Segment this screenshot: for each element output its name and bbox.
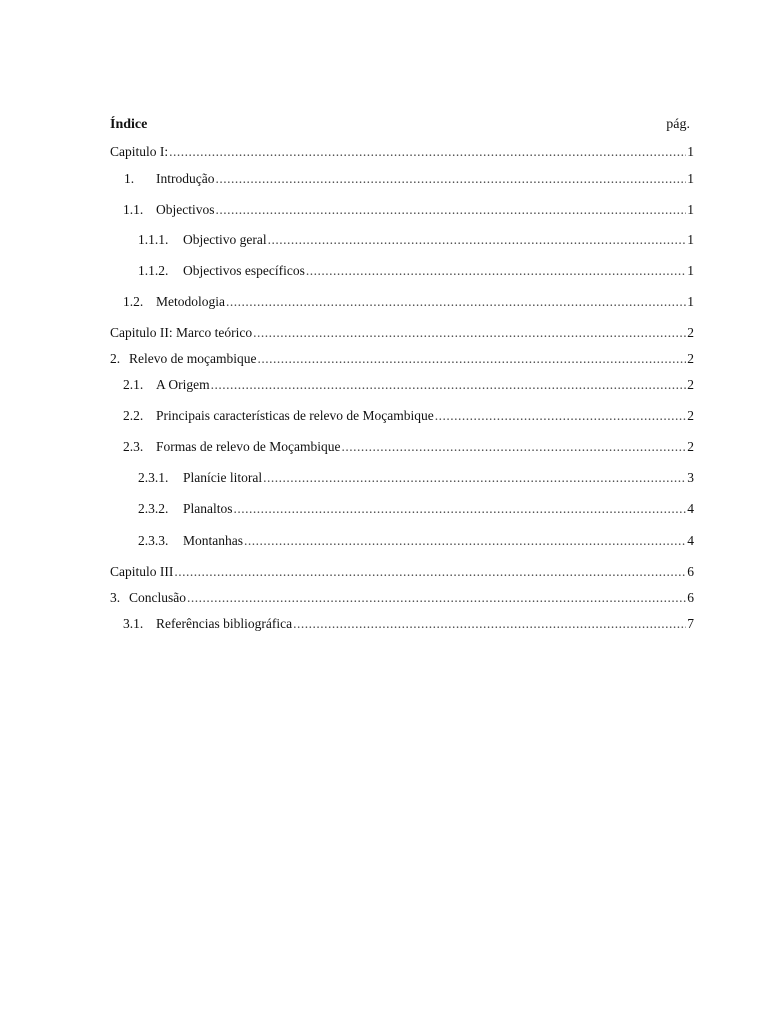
toc-entry-label: Introdução	[156, 171, 215, 186]
toc-entry-page: 6	[687, 564, 694, 579]
toc-entry-capitulo-2	[110, 324, 694, 342]
toc-entry-planaltos	[110, 500, 694, 518]
toc-entry-relevo	[110, 350, 694, 368]
toc-entry-capitulo-3	[110, 563, 694, 581]
toc-entry-number: 2.2.	[123, 408, 144, 423]
dot-leader	[244, 532, 686, 550]
toc-entry-page: 2	[687, 439, 694, 454]
toc-entry-introducao	[110, 170, 694, 188]
toc-entry-label: Referências bibliográfica	[156, 616, 293, 631]
toc-entry-origem	[110, 376, 694, 394]
toc-entry-formas-relevo	[110, 438, 694, 456]
toc-entry-page: 2	[687, 351, 694, 366]
toc-entry-page: 1	[687, 144, 694, 159]
toc-entry-number: 2.3.1.	[138, 470, 169, 485]
toc-header	[110, 117, 694, 137]
dot-leader	[226, 293, 686, 311]
dot-leader	[234, 500, 687, 518]
toc-entry-page: 4	[687, 501, 694, 516]
toc-entry-number: 1.1.	[123, 202, 144, 217]
toc-entry-number: 1.	[124, 171, 135, 186]
toc-entry-label: Planície litoral	[183, 470, 263, 485]
toc-entry-page: 1	[687, 294, 694, 309]
dot-leader	[187, 589, 686, 607]
toc-entry-page: 6	[687, 590, 694, 605]
toc-entry-label: Montanhas	[183, 533, 243, 548]
dot-leader	[211, 376, 687, 394]
toc-entry-number: 3.1.	[123, 616, 144, 631]
dot-leader	[435, 407, 686, 425]
dot-leader	[215, 170, 686, 188]
toc-entry-page: 1	[687, 232, 694, 247]
toc-entry-label: Conclusão	[129, 590, 186, 605]
toc-entry-label: Metodologia	[156, 294, 225, 309]
toc-entry-label: A Origem	[156, 377, 210, 392]
toc-entry-label: Capitulo II: Marco teórico	[110, 325, 253, 340]
toc-entry-conclusao	[110, 589, 694, 607]
toc-entry-planicie	[110, 469, 694, 487]
toc-entry-metodologia	[110, 293, 694, 311]
toc-entry-label: Formas de relevo de Moçambique	[156, 439, 341, 454]
toc-entry-number: 1.2.	[123, 294, 144, 309]
dot-leader	[257, 350, 686, 368]
toc-entry-number: 3.	[110, 590, 121, 605]
toc-entry-referencias	[110, 615, 694, 633]
toc-entry-label: Principais características de relevo de Moçambique	[156, 408, 434, 423]
toc-entry-page: 4	[687, 533, 694, 548]
toc-entry-objectivo-geral	[110, 231, 694, 249]
dot-leader	[306, 262, 686, 280]
toc-entry-number: 2.	[110, 351, 121, 366]
dot-leader	[268, 231, 687, 249]
toc-entry-label: Relevo de moçambique	[129, 351, 257, 366]
toc-entry-objectivos	[110, 201, 694, 219]
toc-title: Índice	[110, 117, 148, 132]
toc-entry-label: Capitulo III	[110, 564, 174, 579]
toc-entry-page: 3	[687, 470, 694, 485]
toc-entry-number: 2.1.	[123, 377, 144, 392]
dot-leader	[216, 201, 687, 219]
toc-entry-page: 2	[687, 408, 694, 423]
toc-entry-label: Objectivos	[156, 202, 215, 217]
dot-leader	[263, 469, 686, 487]
toc-entry-label: Planaltos	[183, 501, 233, 516]
dot-leader	[341, 438, 686, 456]
toc-entry-page: 1	[687, 202, 694, 217]
toc-entry-capitulo-1	[110, 143, 694, 161]
toc-entry-number: 2.3.2.	[138, 501, 169, 516]
page-column-header: pág.	[666, 117, 690, 132]
dot-leader	[253, 324, 686, 342]
toc-entry-page: 1	[687, 171, 694, 186]
toc-entry-montanhas	[110, 532, 694, 550]
toc-entry-page: 7	[687, 616, 694, 631]
toc-entry-page: 2	[687, 377, 694, 392]
toc-entry-caracteristicas	[110, 407, 694, 425]
toc-entry-page: 2	[687, 325, 694, 340]
toc-entry-page: 1	[687, 263, 694, 278]
toc-entry-number: 1.1.1.	[138, 232, 169, 247]
toc-entry-number: 2.3.	[123, 439, 144, 454]
toc-entry-objectivos-especificos	[110, 262, 694, 280]
dot-leader	[174, 563, 686, 581]
toc-entry-number: 1.1.2.	[138, 263, 169, 278]
toc-entry-label: Capitulo I:	[110, 144, 169, 159]
toc-entry-number: 2.3.3.	[138, 533, 169, 548]
toc-entry-label: Objectivo geral	[183, 232, 267, 247]
toc-entry-label: Objectivos específicos	[183, 263, 305, 278]
dot-leader	[293, 615, 686, 633]
dot-leader	[169, 143, 686, 161]
